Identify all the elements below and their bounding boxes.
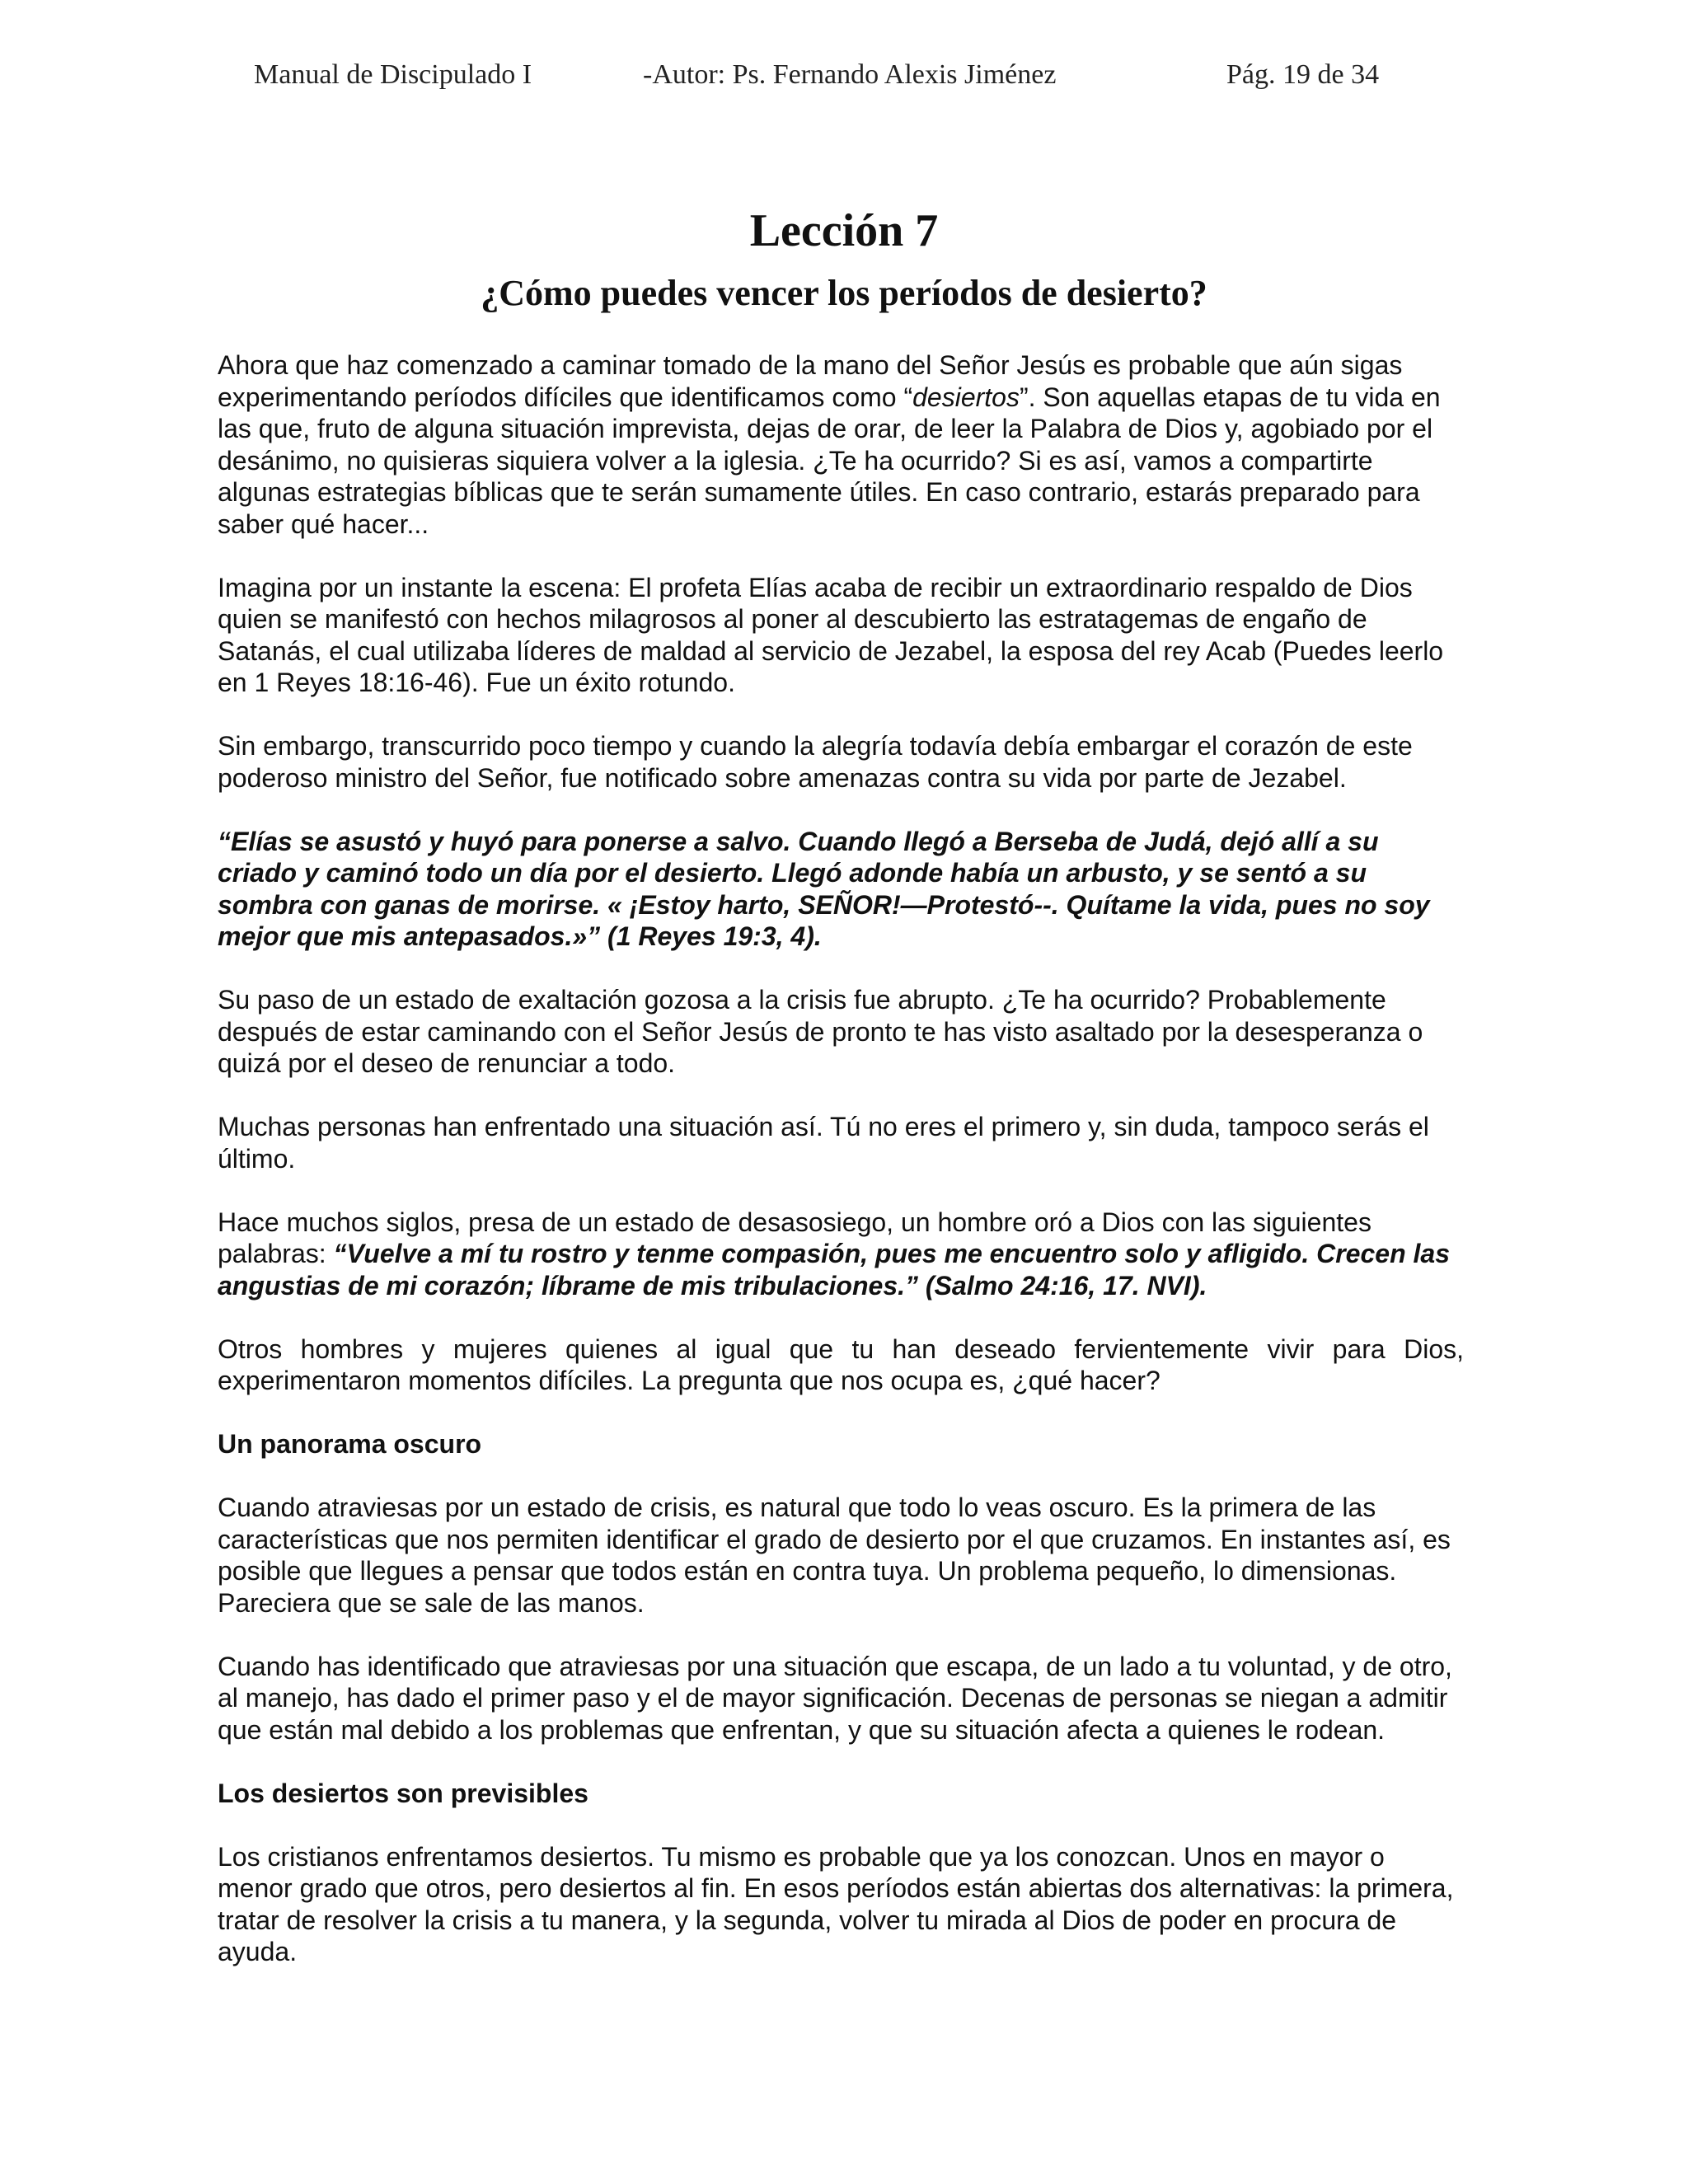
paragraph-psalm (218, 1207, 1464, 1302)
lesson-body (218, 349, 1464, 1999)
paragraph-intro (218, 349, 1464, 540)
header-document-title: Manual de Discipulado I (254, 59, 532, 90)
paragraph-intro-end: ”. Son aquellas etapas de tu vida en las que, fruto de alguna situación imprevista, dejas de orar, de leer la Palabra de Dios y, agobiado por el desánimo, no quisieras siquiera volver a la iglesia. ¿Te ha ocurrido? Si es así, vamos a compartirte algunas estrategias bíblicas que te serán sumamente útiles. En caso contrario, estarás preparado para saber qué hacer... (218, 382, 1441, 539)
lesson-subtitle: ¿Cómo puedes vencer los períodos de desierto? (481, 273, 1207, 313)
emphasis-desiertos: desiertos (912, 382, 1020, 412)
header-author: -Autor: Ps. Fernando Alexis Jiménez (643, 59, 1057, 90)
scripture-quote-salmo: “Vuelve a mí tu rostro y tenme compasión, pues me encuentro solo y afligido. Crecen las angustias de mi corazón; líbrame de mis tribulaciones.” (Salmo 24:16, 17. NVI). (218, 1239, 1450, 1301)
paragraph-what-to-do: Otros hombres y mujeres quienes al igual que tu han deseado fervientemente vivir para Dios, experimentaron momentos difíciles. La pregunta que nos ocupa es, ¿qué hacer? (218, 1333, 1464, 1395)
paragraph-dark-outlook: Cuando atraviesas por un estado de crisis, es natural que todo lo veas oscuro. Es la primera de las características que nos permiten identificar el grado de desierto por el que cruzamos. En instantes así, es posible que llegues a pensar que todos están en contra tuya. Un problema pequeño, lo dimensionas. Pareciera que se sale de las manos. (218, 1493, 1451, 1618)
section-heading-previsibles: Los desiertos son previsibles (218, 1778, 588, 1808)
paragraph-threat: Sin embargo, transcurrido poco tiempo y cuando la alegría todavía debía embargar el corazón de este poderoso ministro del Señor, fue notificado sobre amenazas contra su vida por parte de Jezabel. (218, 731, 1413, 793)
paragraph-not-first: Muchas personas han enfrentado una situación así. Tú no eres el primero y, sin duda, tampoco serás el último. (218, 1112, 1429, 1174)
section-heading-panorama: Un panorama oscuro (218, 1429, 482, 1459)
header-page-number: Pág. 19 de 34 (1226, 59, 1380, 90)
paragraph-intro-start: Ahora que haz comenzado a caminar tomado de la mano del Señor Jesús es probable que aún sigas experimentando períodos difíciles que identificamos como “ (218, 350, 1403, 412)
paragraph-elias-scene: Imagina por un instante la escena: El profeta Elías acaba de recibir un extraordinario respaldo de Dios quien se manifestó con hechos milagrosos al poner al descubierto las estratagemas de engaño de Satanás, el cual utilizaba líderes de maldad al servicio de Jezabel, la esposa del rey Acab (Puedes leerlo en 1 Reyes 18:16-46). Fue un éxito rotundo. (218, 572, 1444, 697)
paragraph-psalm-intro: Hace muchos siglos, presa de un estado de desasosiego, un hombre oró a Dios con las siguientes palabras: (218, 1207, 1372, 1268)
paragraph-first-step: Cuando has identificado que atraviesas por una situación que escapa, de un lado a tu voluntad, y de otro, al manejo, has dado el primer paso y el de mayor significación. Decenas de personas se niegan a admitir que están mal debido a los problemas que enfrentan, y que su situación afecta a quienes le rodean. (218, 1651, 1452, 1745)
paragraph-abrupt-change: Su paso de un estado de exaltación gozosa a la crisis fue abrupto. ¿Te ha ocurrido? Probablemente después de estar caminando con el Señor Jesús de pronto te has visto asaltado por la desesperanza o quizá por el deseo de renunciar a todo. (218, 985, 1423, 1078)
lesson-title: Lección 7 (749, 205, 939, 256)
paragraph-alternatives: Los cristianos enfrentamos desiertos. Tu mismo es probable que ya los conozcan. Unos en mayor o menor grado que otros, pero desiertos al fin. En esos períodos están abiertas dos alternativas: la primera, tratar de resolver la crisis a tu manera, y la segunda, volver tu mirada al Dios de poder en procura de ayuda. (218, 1841, 1454, 1966)
page-header (0, 59, 1688, 101)
scripture-quote-1-reyes: “Elías se asustó y huyó para ponerse a salvo. Cuando llegó a Berseba de Judá, dejó allí a su criado y caminó todo un día por el desierto. Llegó adonde había un arbusto, y se sentó a su sombra con ganas de morirse. « ¡Estoy harto, SEÑOR!—Protestó--. Quítame la vida, pues no soy mejor que mis antepasados.»” (1 Reyes 19:3, 4). (218, 826, 1430, 951)
